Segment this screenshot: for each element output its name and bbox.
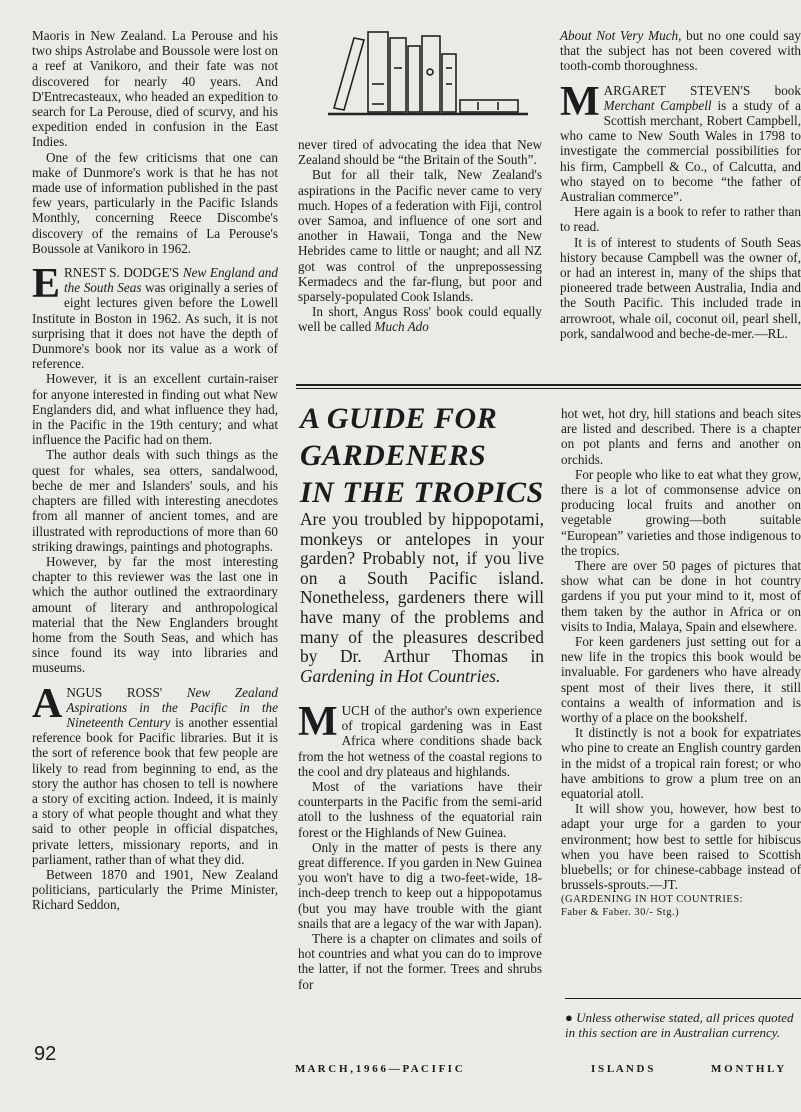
review-lead: NGUS ROSS' [66,684,187,700]
note-text: Unless otherwise stated, all prices quoted in this section are in Australian currency. [565,1010,794,1040]
section-divider [296,388,801,389]
headline-line: GARDENERS [300,439,487,472]
credit-line: (GARDENING IN HOT COUNTRIES: [561,893,744,905]
book-title: Gardening in Hot Countries. [300,665,501,686]
drop-cap: M [298,699,338,745]
paragraph [560,28,801,74]
drop-cap: M [560,78,600,125]
paragraph: It will show you, however, how best to adapt your urge for a garden to your environment; how best to settle for hibiscus when you have been raised to Scottish bluebells; or for chinese-cabbage instead of brussels-sprouts.—JT. [561,801,801,893]
guide-column-2 [298,699,542,992]
section-divider [296,384,801,386]
book-title: Merchant Campbell [603,97,712,113]
paragraph: However, by far the most interesting chapter to this reviewer was the last one in which the author outlined the extraordinary amount of literary and anthropological material that the New Englanders brought home from the South Seas, and which has since found its way into libraries and museums. [32,553,278,676]
book-title: New England and the South Seas [64,265,278,296]
paragraph: One of the few criticisms that one can make of Dunmore's work is that he has not made use of information published in the past few years, particularly in the Pacific Islands Monthly, concerning Reece Discombe's discovery of the remains of La Perouse's Boussole at Vanikoro in 1962. [32,149,278,256]
paragraph: There are over 50 pages of pictures that show what can be done in hot country gardens if you put your mind to it, most of them taken by the author in Africa or on visits to India, Malaya, Spain and elsewhere. [561,558,801,634]
book-title: New Zealand Aspirations in the Pacific in the Nineteenth Century [66,684,278,730]
column-3 [560,28,801,341]
review-lead: ARGARET STEVEN'S book [603,82,801,98]
headline-line: IN THE TROPICS [300,476,544,509]
book-title: About Not Very Much, [560,28,682,43]
paragraph: never tired of advocating the idea that New Zealand should be “the Britain of the South”. [298,137,542,168]
paragraph: It distinctly is not a book for expatriates who pine to create an English country garden in the midst of a tropical rain forest; or who have ambitions to grow a plum tree on an equatorial atoll. [561,725,801,802]
paragraph: Only in the matter of pests is there any great difference. If you garden in New Guinea you won't have to dig a two-feet-wide, 18-inch-deep trench to keep out a hippopotamus (but you may have trouble with the giant snails that are a legacy of the war with Japan). [298,839,542,931]
column-2 [298,137,542,335]
paragraph: However, it is an excellent curtain-raiser for anyone interested in finding out what New Englanders did, and what influence they had, in the Pacific in the 19th century; and what influence the Pacific had on them. [32,371,278,448]
drop-cap: A [32,680,63,727]
review-text: is a study of a Scottish merchant, Robert Campbell, who came to New South Wales in 1798 to investigate the commercial possibilities for his firm, Campbell & Co., of Calcutta, and who stayed on to become “the father of Australian commerce”. [560,97,801,205]
review-lead: RNEST S. DODGE'S [64,265,183,281]
paragraph: There is a chapter on climates and soils of hot countries and what you can do to improve the latter, if not the former. Trees and shrubs for [298,931,542,992]
paragraph: The author deals with such things as the quest for whales, sea otters, sandalwood, beche de mer and Islanders' souls, and his chapters are filled with interesting anecdotes from all manner of ancient tomes, and are illustrated with reproductions of more than 60 striking drawings, paintings and photographs. [32,447,278,554]
paragraph [298,304,542,334]
paragraph: Here again is a book to refer to rather than to read. [560,204,801,235]
paragraph-text: UCH of the author's own experience of tropical gardening was in East Africa where conditions shade back from the hot wetness of the coastal regions to the cool and dry plateaus and highlands. [298,703,542,779]
guide-column-3 [561,406,801,919]
paragraph: Most of the variations have their counterparts in the Pacific from the semi-arid atoll to the lushness of the equatorial rain forest or the Highlands of New Guinea. [298,779,542,840]
footer-monthly: M O N T H L Y [711,1063,785,1075]
paragraph: It is of interest to students of South Seas history because Campbell was the owner of, or had an interest in, many of the ships that pioneered trade between Australia, India and the South Pacific. This included trade in arrowroot, whale oil, coconut oil, pearl shell, pork, sandalwood and beche-de-mer.—RL. [560,234,801,341]
headline-line: A GUIDE FOR [300,402,498,435]
paragraph: Between 1870 and 1901, New Zealand politicians, particularly the Prime Minister, Richard Seddon, [32,866,278,913]
drop-cap: E [32,261,61,308]
paragraph: hot wet, hot dry, hill stations and beach sites are listed and described. There is a chapter on pot plants and ferns and another on orchids. [561,406,801,467]
book-credit [561,893,801,919]
paragraph-text: but no one could say that the subject has not been covered with tooth-comb thoroughness. [560,28,801,74]
footer-date: M A R C H , 1 9 6 6 — P A C I F I C [295,1063,463,1075]
paragraph: For people who like to eat what they grow, there is a lot of commonsense advice on producing local fruits and another on vegetable growing—both suitable “European” varieties and those indigenous to the tropics. [561,466,801,558]
page-number: 92 [34,1043,57,1065]
paragraph [298,699,542,779]
paragraph: But for all their talk, New Zealand's aspirations in the Pacific never came to very much. Hopes of a federation with Fiji, control over Samoa, and influence of one sort and another in Hawaii, Tonga and the New Hebrides came to little or naught; and all NZ got was control of the unprepossessing Kermadecs and the far-flung, but poor and sparsely-populated Cook Islands. [298,167,542,305]
review-ross [32,680,278,867]
paragraph-text: In short, Angus Ross' book could equally well be called [298,304,542,335]
credit-line: Faber & Faber. 30/- Stg.) [561,906,680,918]
intro-text: Are you troubled by hippopotami, monkeys or antelopes in your garden? Probably not, if you live on a South Pacific island. Nonetheless, gardeners there will have many of the problems and many of the pleasures described by Dr. Arthur Thomas in [300,509,544,667]
paragraph: For keen gardeners just setting out for a new life in the tropics this book would be invaluable. For gardeners who have already spent most of their lives there, it still contains a wealth of information and is worthy of a place on the bookshelf. [561,634,801,726]
review-stevens [560,78,801,205]
currency-note [565,1010,801,1040]
column-1 [32,28,278,913]
footer-islands: I S L A N D S [591,1063,654,1075]
bullet-icon: ● [565,1010,573,1025]
book-title: Much Ado [374,319,429,335]
review-text: was originally a series of eight lectures given before the Lowell Institute in Boston in 1962. As such, it is not surprising that it does not have the depth of Dunmore's book nor its value as a work of reference. [32,280,278,372]
review-dodge [32,261,278,372]
paragraph: Maoris in New Zealand. La Perouse and his two ships Astrolabe and Boussole were lost on a reef at Vanikoro, and their fate was not discovered for nearly 40 years. And D'Entrecasteaux, who headed an expedition to search for La Perouse, died of scurvy, and his expedition ended in confusion in the East Indies. [32,28,278,150]
article-intro [300,510,544,686]
bookshelf-illustration-icon [328,28,528,124]
article-headline [300,400,544,511]
review-text: is another essential reference book for Pacific libraries. But it is the sort of reference book that few people are likely to read from beginning to end, as the story the author has chosen to tell is nowhere a story of exciting action. Indeed, it is mainly a story of what people thought and what they said to other people in official dispatches, private letters, missionary reports, and in parliament, rather than of what they did. [32,714,278,867]
note-divider [565,998,801,999]
